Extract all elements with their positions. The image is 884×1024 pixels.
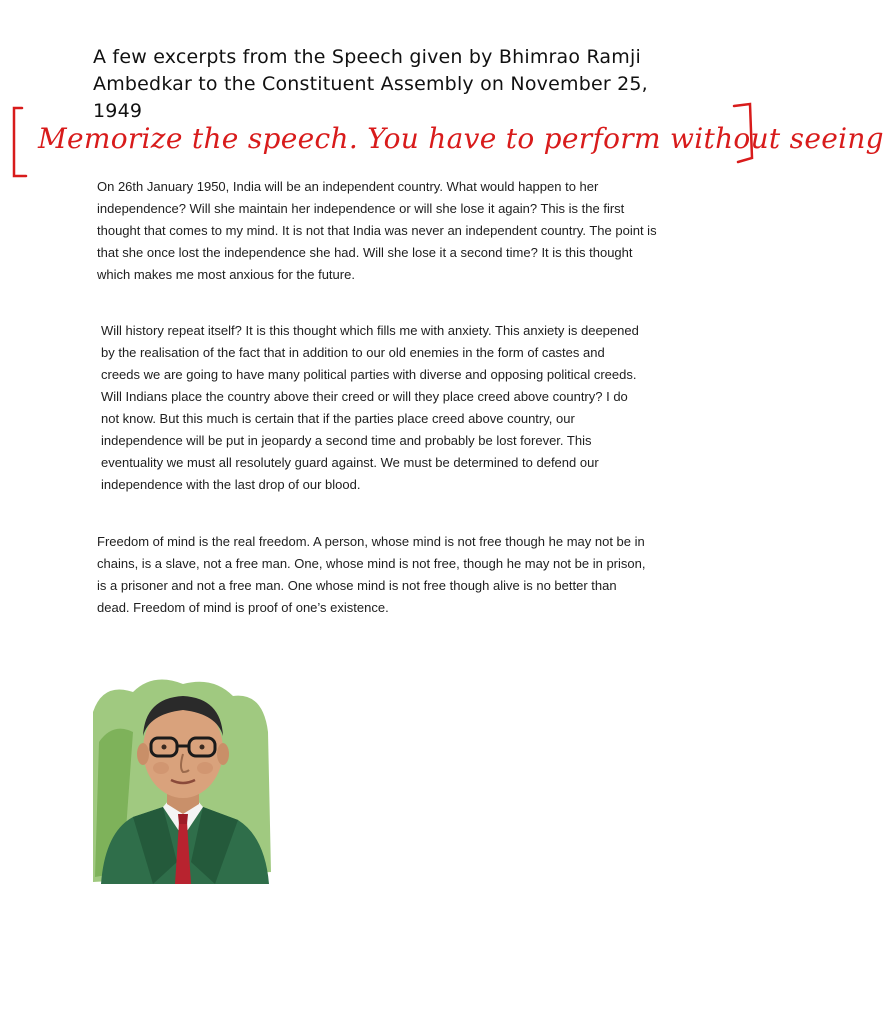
handwritten-note-text: Memorize the speech. You have to perform without seeing: [38, 122, 884, 155]
portrait-illustration: [93, 672, 273, 884]
speech-paragraph-2: Will history repeat itself? It is this thought which fills me with anxiety. This anxiety is deepened by the realisation of the fact that in addition to our old enemies in the form of castes and creeds we are going to have many political parties with diverse and opposing political creeds. Will Indians place the country above their creed or will they place creed above country? I do not know. But this much is certain that if the parties place creed above country, our independence will be put in jeopardy a second time and probably be lost forever. This eventuality we must all resolutely guard against. We must be determined to defend our independence with the last drop of our blood.: [101, 323, 639, 492]
speech-paragraph-3: Freedom of mind is the real freedom. A person, whose mind is not free though he may not be in chains, is a slave, not a free man. One, whose mind is not free, though he may not be in prison, is a prisoner and not a free man. One whose mind is not free though alive is no better than dead. Freedom of mind is proof of one’s existence.: [97, 534, 646, 615]
speech-paragraph-1: On 26th January 1950, India will be an independent country. What would happen to her independence? Will she maintain her independence or will she lose it again? This is the first thought that comes to my mind. It is not that India was never an independent country. The point is that she once lost the independence she had. Will she lose it a second time? It is this thought which makes me most anxious for the future.: [97, 179, 657, 282]
handwritten-note: [12, 100, 884, 182]
page-heading: A few excerpts from the Speech given by Bhimrao Ramji Ambedkar to the Constituent Assembly on November 25, 1949: [93, 46, 648, 122]
